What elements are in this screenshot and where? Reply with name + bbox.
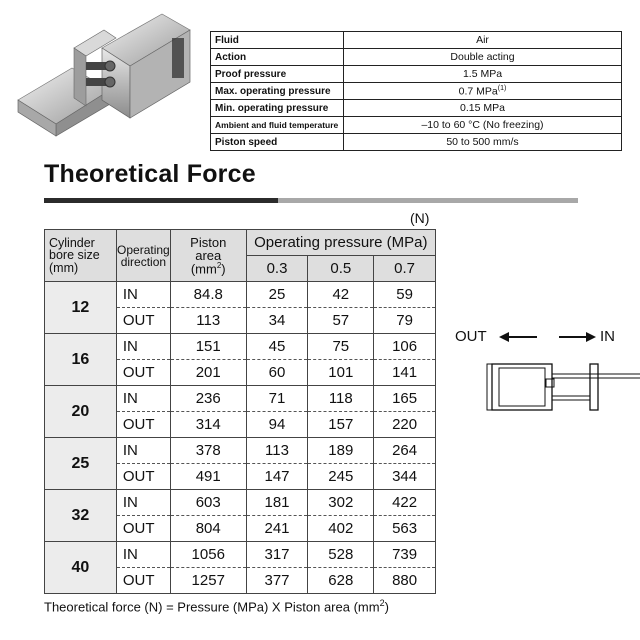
force-value-cell: 220 — [374, 412, 436, 438]
spec-value: 0.7 MPa$^{(1)}$ — [344, 83, 622, 100]
spec-row — [211, 134, 622, 151]
force-value-cell: 377 — [246, 568, 308, 594]
direction-cell: OUT — [116, 516, 170, 542]
bore-size-cell: 25 — [45, 438, 117, 490]
in-label: IN — [600, 328, 615, 345]
bore-size-cell: 20 — [45, 386, 117, 438]
piston-area-cell: 1257 — [170, 568, 246, 594]
force-row-32-in — [45, 490, 436, 516]
force-value-cell: 45 — [246, 334, 308, 360]
spec-key: Ambient and fluid temperature — [211, 117, 344, 134]
spec-row — [211, 100, 622, 117]
force-value-cell: 402 — [308, 516, 374, 542]
piston-area-cell: 151 — [170, 334, 246, 360]
direction-cell: OUT — [116, 464, 170, 490]
force-value-cell: 141 — [374, 360, 436, 386]
bore-size-cell: 16 — [45, 334, 117, 386]
spec-key: Piston speed — [211, 134, 344, 151]
spec-row — [211, 66, 622, 83]
force-value-cell: 189 — [308, 438, 374, 464]
piston-area-cell: 603 — [170, 490, 246, 516]
force-value-cell: 241 — [246, 516, 308, 542]
force-value-cell: 101 — [308, 360, 374, 386]
direction-cell: OUT — [116, 360, 170, 386]
force-value-cell: 563 — [374, 516, 436, 542]
theoretical-force-table — [44, 229, 436, 594]
spec-row — [211, 83, 622, 100]
force-value-cell: 42 — [308, 282, 374, 308]
force-value-cell: 75 — [308, 334, 374, 360]
direction-cell: OUT — [116, 308, 170, 334]
force-value-cell: 118 — [308, 386, 374, 412]
piston-area-cell: 804 — [170, 516, 246, 542]
piston-area-cell: 84.8 — [170, 282, 246, 308]
force-value-cell: 181 — [246, 490, 308, 516]
piston-area-cell: 491 — [170, 464, 246, 490]
force-unit: (N) — [410, 210, 430, 226]
piston-area-cell: 113 — [170, 308, 246, 334]
piston-area-cell: 236 — [170, 386, 246, 412]
cylinder-direction-diagram — [455, 320, 640, 420]
force-value-cell: 157 — [308, 412, 374, 438]
heading-bar-light — [278, 198, 578, 203]
piston-area-cell: 201 — [170, 360, 246, 386]
spec-value: –10 to 60 °C (No freezing) — [344, 117, 622, 134]
force-value-cell: 106 — [374, 334, 436, 360]
force-value-cell: 60 — [246, 360, 308, 386]
header-bore-size: Cylinder bore size (mm) — [45, 230, 117, 282]
force-value-cell: 528 — [308, 542, 374, 568]
force-value-cell: 59 — [374, 282, 436, 308]
spec-value: 1.5 MPa — [344, 66, 622, 83]
bore-size-cell: 40 — [45, 542, 117, 594]
header-pressure-0-3: 0.3 — [246, 256, 308, 282]
force-value-cell: 422 — [374, 490, 436, 516]
piston-area-cell: 378 — [170, 438, 246, 464]
force-value-cell: 344 — [374, 464, 436, 490]
force-value-cell: 94 — [246, 412, 308, 438]
direction-cell: IN — [116, 438, 170, 464]
header-pressure-0-5: 0.5 — [308, 256, 374, 282]
force-row-12-in — [45, 282, 436, 308]
spec-value: Air — [344, 32, 622, 49]
force-row-20-in — [45, 386, 436, 412]
spec-row — [211, 49, 622, 66]
header-operating-pressure: Operating pressure (MPa) — [246, 230, 435, 256]
piston-area-cell: 1056 — [170, 542, 246, 568]
force-value-cell: 79 — [374, 308, 436, 334]
specifications-table — [210, 31, 622, 151]
product-photo — [12, 8, 194, 140]
force-value-cell: 264 — [374, 438, 436, 464]
force-value-cell: 739 — [374, 542, 436, 568]
force-value-cell: 317 — [246, 542, 308, 568]
force-row-25-in — [45, 438, 436, 464]
force-value-cell: 113 — [246, 438, 308, 464]
direction-cell: IN — [116, 542, 170, 568]
force-value-cell: 34 — [246, 308, 308, 334]
force-row-16-in — [45, 334, 436, 360]
direction-cell: IN — [116, 334, 170, 360]
heading-bar-dark — [44, 198, 278, 203]
spec-value: 50 to 500 mm/s — [344, 134, 622, 151]
spec-key: Action — [211, 49, 344, 66]
force-value-cell: 302 — [308, 490, 374, 516]
spec-key: Min. operating pressure — [211, 100, 344, 117]
direction-cell: IN — [116, 282, 170, 308]
bore-size-cell: 32 — [45, 490, 117, 542]
direction-cell: IN — [116, 490, 170, 516]
force-value-cell: 628 — [308, 568, 374, 594]
spec-key: Max. operating pressure — [211, 83, 344, 100]
force-row-40-in — [45, 542, 436, 568]
spec-value: Double acting — [344, 49, 622, 66]
force-value-cell: 147 — [246, 464, 308, 490]
spec-key: Fluid — [211, 32, 344, 49]
piston-area-cell: 314 — [170, 412, 246, 438]
formula-note: Theoretical force (N) = Pressure (MPa) X Piston area $(mm^2)$ — [44, 598, 389, 615]
cylinder-schematic — [455, 320, 640, 420]
direction-cell: IN — [116, 386, 170, 412]
force-value-cell: 25 — [246, 282, 308, 308]
out-label: OUT — [455, 328, 487, 345]
spec-row — [211, 32, 622, 49]
arrow-right-icon — [586, 332, 596, 342]
direction-cell: OUT — [116, 412, 170, 438]
spec-key: Proof pressure — [211, 66, 344, 83]
bore-size-cell: 12 — [45, 282, 117, 334]
force-value-cell: 880 — [374, 568, 436, 594]
force-value-cell: 245 — [308, 464, 374, 490]
direction-cell: OUT — [116, 568, 170, 594]
arrow-left-icon — [499, 332, 509, 342]
header-piston-area: Piston area $(mm^2)$ — [170, 230, 246, 282]
force-value-cell: 165 — [374, 386, 436, 412]
force-value-cell: 57 — [308, 308, 374, 334]
spec-value: 0.15 MPa — [344, 100, 622, 117]
spec-row — [211, 117, 622, 134]
section-heading: Theoretical Force — [44, 160, 256, 188]
header-operating-direction: Operating direction — [116, 230, 170, 282]
force-value-cell: 71 — [246, 386, 308, 412]
header-pressure-0-7: 0.7 — [374, 256, 436, 282]
